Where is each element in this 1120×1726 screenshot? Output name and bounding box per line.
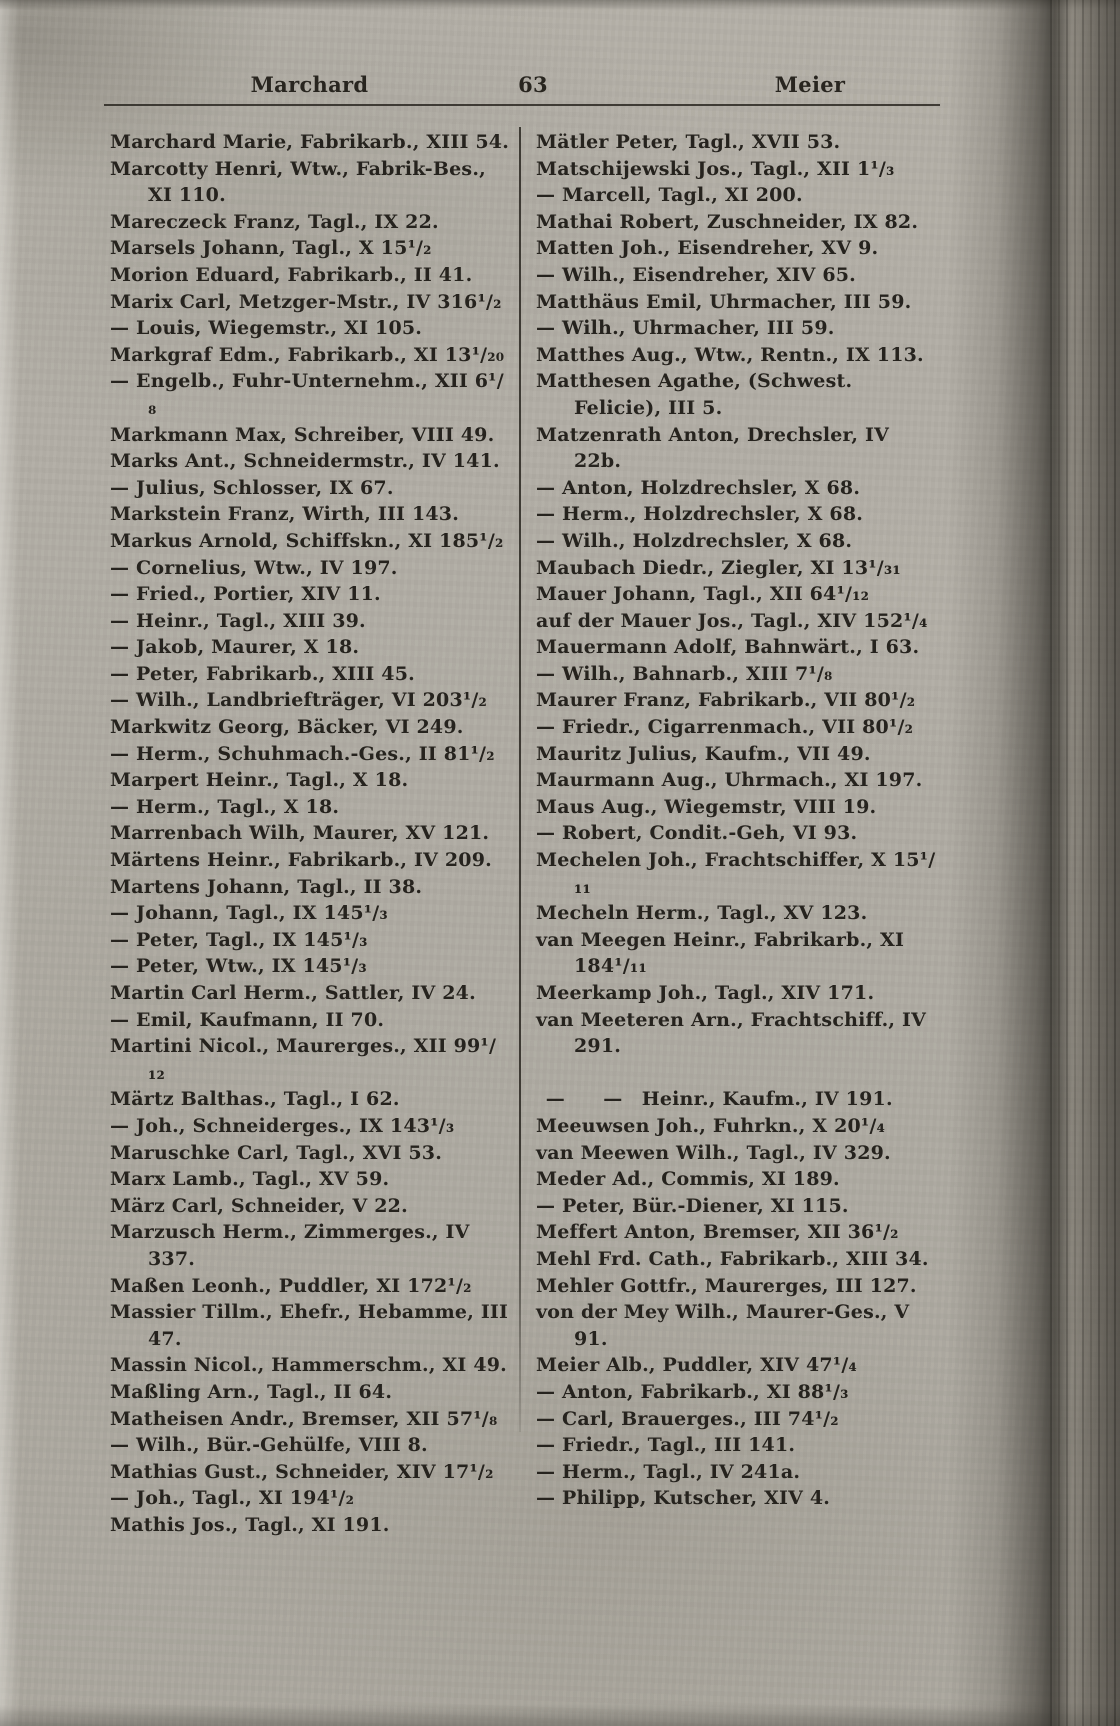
directory-entry: — Wilh., Bür.-Gehülfe, VIII 8. <box>110 1434 428 1457</box>
running-header-left-name: Marchard <box>250 72 369 97</box>
directory-entry: Maßen Leonh., Puddler, XI 172¹/₂ <box>110 1274 472 1297</box>
directory-entry: — Johann, Tagl., IX 145¹/₃ <box>110 902 388 925</box>
left-column <box>110 129 510 1538</box>
directory-entry: Marx Lamb., Tagl., XV 59. <box>110 1168 390 1191</box>
directory-entry: auf der Mauer Jos., Tagl., XIV 152¹/₄ <box>536 609 928 632</box>
directory-entry: Mauermann Adolf, Bahnwärt., I 63. <box>536 636 920 659</box>
directory-entry: Marsels Johann, Tagl., X 15¹/₂ <box>110 237 432 260</box>
right-column <box>536 129 940 1512</box>
directory-entry: Mareczeck Franz, Tagl., IX 22. <box>110 210 439 233</box>
directory-entry: — Friedr., Cigarrenmach., VII 80¹/₂ <box>536 716 914 739</box>
directory-entry: Matzenrath Anton, Drechsler, IV 22b. <box>536 423 890 473</box>
directory-entry: — Louis, Wiegemstr., XI 105. <box>110 317 423 340</box>
directory-entry: van Meegen Heinr., Fabrikarb., XI 184¹/₁₁ <box>536 928 905 978</box>
directory-entry: — — Heinr., Kaufm., IV 191. <box>536 1088 893 1111</box>
page-left-edge-highlight <box>0 0 20 1726</box>
directory-entry: Mehl Frd. Cath., Fabrikarb., XIII 34. <box>536 1247 929 1270</box>
directory-entry: — Herm., Schuhmach.-Ges., II 81¹/₂ <box>110 742 495 765</box>
directory-entry: — Joh., Schneiderges., IX 143¹/₃ <box>110 1114 455 1137</box>
directory-entry: — Jakob, Maurer, X 18. <box>110 636 360 659</box>
directory-entry: Meffert Anton, Bremser, XII 36¹/₂ <box>536 1221 899 1244</box>
directory-entry: — Herm., Holzdrechsler, X 68. <box>536 503 864 526</box>
directory-entry: — Heinr., Tagl., XIII 39. <box>110 609 366 632</box>
directory-entry: Marcotty Henri, Wtw., Fabrik-Bes., XI 110. <box>110 157 486 207</box>
directory-entry: Mathis Jos., Tagl., XI 191. <box>110 1513 390 1536</box>
directory-entry: Matheisen Andr., Bremser, XII 57¹/₈ <box>110 1407 498 1430</box>
directory-entry: — Herm., Tagl., X 18. <box>110 795 340 818</box>
directory-entry: Mechelen Joh., Frachtschiffer, X 15¹/₁₁ <box>536 849 936 898</box>
directory-entry: Massier Tillm., Ehefr., Hebamme, III 47. <box>110 1301 509 1350</box>
directory-entry: von der Mey Wilh., Maurer-Ges., V 91. <box>536 1301 910 1350</box>
directory-entry: — Wilh., Eisendreher, XIV 65. <box>536 263 856 286</box>
directory-entry: Mauritz Julius, Kaufm., VII 49. <box>536 742 871 765</box>
directory-entry: Marpert Heinr., Tagl., X 18. <box>110 769 409 792</box>
page-stack-edges <box>1050 0 1120 1726</box>
directory-entry: Maßling Arn., Tagl., II 64. <box>110 1380 393 1403</box>
directory-entry: Märtz Balthas., Tagl., I 62. <box>110 1088 400 1111</box>
directory-entry: Matthesen Agathe, (Schwest. Felicie), III 5. <box>536 370 853 419</box>
directory-entry: Mathai Robert, Zuschneider, IX 82. <box>536 210 919 233</box>
directory-entry: Martini Nicol., Maurerges., XII 99¹/₁₂ <box>110 1035 497 1084</box>
directory-entry: Markmann Max, Schreiber, VIII 49. <box>110 423 495 446</box>
directory-entry: Markstein Franz, Wirth, III 143. <box>110 503 460 526</box>
directory-entry: Meder Ad., Commis, XI 189. <box>536 1168 840 1191</box>
directory-entry: — Joh., Tagl., XI 194¹/₂ <box>110 1487 355 1510</box>
directory-entry: Meier Alb., Puddler, XIV 47¹/₄ <box>536 1354 857 1377</box>
directory-entry: van Meeteren Arn., Frachtschiff., IV 291. <box>536 1008 927 1058</box>
directory-entry: — Julius, Schlosser, IX 67. <box>110 476 394 499</box>
directory-entry: — Cornelius, Wtw., IV 197. <box>110 556 398 579</box>
directory-entry: Marks Ant., Schneidermstr., IV 141. <box>110 450 500 473</box>
directory-entry: — Engelb., Fuhr-Unternehm., XII 6¹/₈ <box>110 370 504 419</box>
directory-entry: — Peter, Fabrikarb., XIII 45. <box>110 662 415 685</box>
directory-entry: Marzusch Herm., Zimmerges., IV 337. <box>110 1221 470 1270</box>
directory-entry: van Meewen Wilh., Tagl., IV 329. <box>536 1141 891 1164</box>
directory-entry: — Wilh., Landbriefträger, VI 203¹/₂ <box>110 689 488 712</box>
directory-entry: — Wilh., Bahnarb., XIII 7¹/₈ <box>536 662 833 685</box>
directory-entry: — Fried., Portier, XIV 11. <box>110 583 381 606</box>
directory-entry: — Marcell, Tagl., XI 200. <box>536 184 803 207</box>
directory-entry: Martens Johann, Tagl., II 38. <box>110 875 423 898</box>
directory-entry: Markgraf Edm., Fabrikarb., XI 13¹/₂₀ <box>110 343 505 366</box>
directory-entry: Marix Carl, Metzger-Mstr., IV 316¹/₂ <box>110 290 502 313</box>
directory-entry: Mecheln Herm., Tagl., XV 123. <box>536 902 868 925</box>
directory-entry: Markus Arnold, Schiffskn., XI 185¹/₂ <box>110 529 504 552</box>
directory-entry: Mätler Peter, Tagl., XVII 53. <box>536 131 841 153</box>
directory-entry: Massin Nicol., Hammerschm., XI 49. <box>110 1354 507 1377</box>
header-rule <box>104 104 940 106</box>
directory-entry: Markwitz Georg, Bäcker, VI 249. <box>110 716 464 739</box>
directory-entry: Maubach Diedr., Ziegler, XI 13¹/₃₁ <box>536 556 901 579</box>
directory-entry: — Friedr., Tagl., III 141. <box>536 1434 796 1457</box>
directory-entry: Matschijewski Jos., Tagl., XII 1¹/₃ <box>536 157 895 180</box>
directory-entry: Matthäus Emil, Uhrmacher, III 59. <box>536 290 912 313</box>
directory-entry: — Robert, Condit.-Geh, VI 93. <box>536 822 858 845</box>
directory-entry: Meerkamp Joh., Tagl., XIV 171. <box>536 982 875 1004</box>
directory-entry: Marrenbach Wilh, Maurer, XV 121. <box>110 822 490 845</box>
directory-entry: Matthes Aug., Wtw., Rentn., IX 113. <box>536 343 924 366</box>
directory-entry: Martin Carl Herm., Sattler, IV 24. <box>110 982 476 1004</box>
directory-entry: — Emil, Kaufmann, II 70. <box>110 1008 385 1031</box>
page-number: 63 <box>518 72 548 97</box>
directory-entry: Mathias Gust., Schneider, XIV 17¹/₂ <box>110 1460 494 1483</box>
directory-entry: Mehler Gottfr., Maurerges, III 127. <box>536 1274 917 1297</box>
directory-entry: Maurmann Aug., Uhrmach., XI 197. <box>536 769 923 792</box>
directory-entry: — Peter, Tagl., IX 145¹/₃ <box>110 928 368 951</box>
column-divider <box>519 127 521 1432</box>
directory-entry: — Anton, Holzdrechsler, X 68. <box>536 476 861 499</box>
directory-entry: Morion Eduard, Fabrikarb., II 41. <box>110 263 473 286</box>
running-header-right-name: Meier <box>774 72 846 97</box>
directory-entry: — Peter, Wtw., IX 145¹/₃ <box>110 955 367 978</box>
directory-entry: — Philipp, Kutscher, XIV 4. <box>536 1487 831 1510</box>
directory-entry: Maus Aug., Wiegemstr, VIII 19. <box>536 795 877 818</box>
directory-entry: Mauer Johann, Tagl., XII 64¹/₁₂ <box>536 583 870 606</box>
directory-entry: Matten Joh., Eisendreher, XV 9. <box>536 237 879 260</box>
directory-entry: — Peter, Bür.-Diener, XI 115. <box>536 1194 849 1217</box>
directory-entry: Meeuwsen Joh., Fuhrkn., X 20¹/₄ <box>536 1114 886 1137</box>
directory-entry: — Carl, Brauerges., III 74¹/₂ <box>536 1407 839 1430</box>
directory-entry: Maurer Franz, Fabrikarb., VII 80¹/₂ <box>536 689 916 712</box>
directory-entry: März Carl, Schneider, V 22. <box>110 1194 408 1217</box>
directory-entry: Marchard Marie, Fabrikarb., XIII 54. <box>110 131 510 153</box>
directory-entry: — Wilh., Uhrmacher, III 59. <box>536 317 835 340</box>
directory-entry: Maruschke Carl, Tagl., XVI 53. <box>110 1141 443 1164</box>
directory-entry: — Herm., Tagl., IV 241a. <box>536 1460 801 1483</box>
directory-entry: — Anton, Fabrikarb., XI 88¹/₃ <box>536 1380 849 1403</box>
directory-entry: — Wilh., Holzdrechsler, X 68. <box>536 529 853 552</box>
directory-entry: Märtens Heinr., Fabrikarb., IV 209. <box>110 849 492 872</box>
entry-spacer <box>536 1060 940 1087</box>
